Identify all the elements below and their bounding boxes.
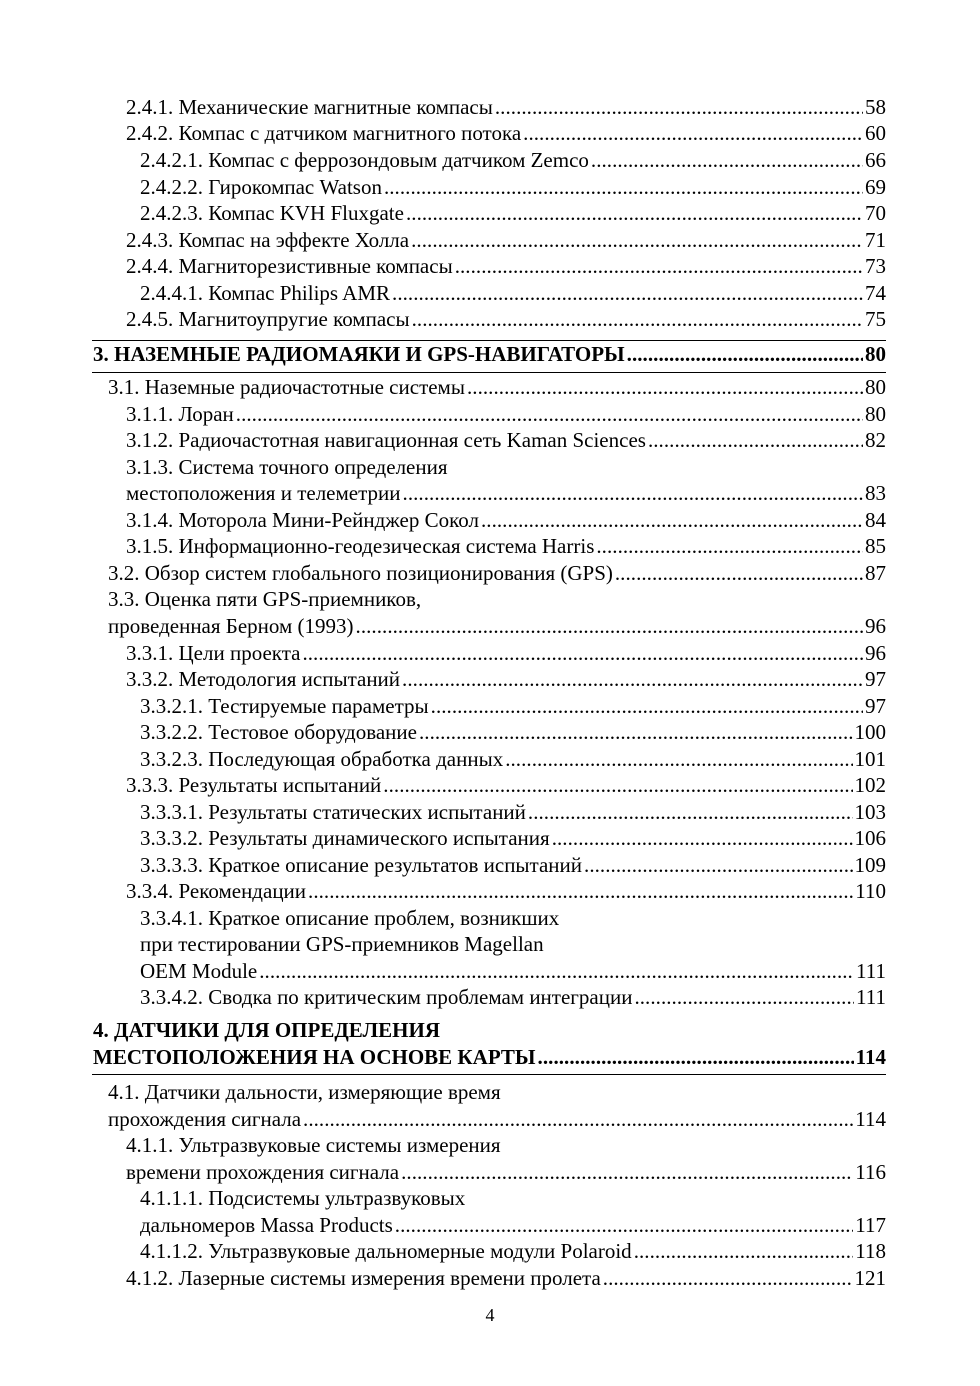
toc-entry-page: 100: [854, 720, 886, 744]
toc-entry-page: 101: [854, 747, 886, 771]
dot-leader: [259, 958, 854, 984]
toc-entry-title: 3.3.3.3. Краткое описание результатов испытаний: [140, 853, 583, 877]
dot-leader: [406, 200, 863, 226]
toc-entry-title: 3.3.1. Цели проекта: [126, 641, 301, 665]
toc-entry-page: 66: [865, 148, 886, 172]
dot-leader: [403, 480, 863, 506]
toc-entry-title: 3.1.1. Лоран: [126, 402, 234, 426]
toc-entry-title: 3.1.2. Радиочастотная навигационная сеть Kaman Sciences: [126, 428, 646, 452]
dot-leader: [302, 640, 863, 666]
dot-leader: [401, 1159, 853, 1185]
toc-entry-page: 121: [854, 1266, 886, 1290]
dot-leader: [236, 401, 863, 427]
toc-entry-page: 80: [865, 375, 886, 399]
toc-entry-title: 2.4.3. Компас на эффекте Холла: [126, 228, 410, 252]
divider-line: [92, 1074, 886, 1075]
toc-entry-page: 111: [856, 985, 886, 1009]
dot-leader: [395, 1212, 853, 1238]
toc-entry-page: 58: [865, 95, 886, 119]
toc-entry-title: 4.1.1.1. Подсистемы ультразвуковых: [140, 1186, 466, 1210]
toc-entry-title: 2.4.2. Компас с датчиком магнитного потока: [126, 121, 522, 145]
toc-entry-page: 117: [855, 1213, 886, 1237]
dot-leader: [495, 94, 863, 120]
dot-leader: [615, 560, 863, 586]
toc-entry-title: 3.3.3. Результаты испытаний: [126, 773, 382, 797]
dot-leader: [392, 280, 863, 306]
dot-leader: [591, 147, 863, 173]
toc-entry-page: 106: [854, 826, 886, 850]
toc-entry-title: местоположения и телеметрии: [126, 481, 401, 505]
toc-entry-page: 74: [865, 281, 886, 305]
dot-leader: [505, 746, 852, 772]
dot-leader: [308, 878, 853, 904]
toc-entry-title: 3.1.4. Моторола Мини-Рейнджер Сокол: [126, 508, 479, 532]
toc-entry-title: 2.4.4.1. Компас Philips AMR: [140, 281, 391, 305]
dot-leader: [419, 719, 853, 745]
dot-leader: [303, 1106, 853, 1132]
toc-entry-page: 96: [865, 641, 886, 665]
dot-leader: [467, 374, 863, 400]
toc-entry-page: 114: [855, 1045, 886, 1069]
dot-leader: [596, 533, 863, 559]
toc-entry-title: 4.1.1. Ультразвуковые системы измерения: [126, 1133, 501, 1157]
toc-entry-page: 80: [865, 402, 886, 426]
toc-entry-title: 2.4.2.3. Компас KVH Fluxgate: [140, 201, 404, 225]
toc-entry-title: 2.4.4. Магниторезистивные компасы: [126, 254, 453, 278]
dot-leader: [455, 253, 863, 279]
dot-leader: [528, 799, 853, 825]
toc-entry-title: 3.3.4.1. Краткое описание проблем, возникших: [140, 906, 560, 930]
dot-leader: [411, 227, 863, 253]
toc-entry-page: 97: [865, 694, 886, 718]
toc-entry-title: 3.3.3.2. Результаты динамического испытания: [140, 826, 550, 850]
toc-entry-title: 4.1. Датчики дальности, измеряющие время: [108, 1080, 501, 1104]
toc-entry-page: 103: [854, 800, 886, 824]
toc-entry-title: 3.3.2. Методология испытаний: [126, 667, 401, 691]
page-number: 4: [485, 1305, 495, 1325]
toc-entry-title: при тестировании GPS-приемников Magellan: [140, 932, 544, 956]
toc-entry-page: 102: [854, 773, 886, 797]
toc-entry-page: 85: [865, 534, 886, 558]
dot-leader: [383, 772, 852, 798]
toc-entry-page: 71: [865, 228, 886, 252]
toc-entry-page: 111: [856, 959, 886, 983]
divider-line: [92, 340, 886, 341]
toc-entry-page: 82: [865, 428, 886, 452]
toc-entry-title: 3. НАЗЕМНЫЕ РАДИОМАЯКИ И GPS-НАВИГАТОРЫ: [93, 342, 625, 366]
toc-entry-page: 84: [865, 508, 886, 532]
divider-line: [92, 372, 886, 373]
toc-entry-title: 3.2. Обзор систем глобального позиционирования (GPS): [108, 561, 613, 585]
dot-leader: [538, 1044, 854, 1070]
toc-entry-title: 3.1.5. Информационно-геодезическая система Harris: [126, 534, 595, 558]
dot-leader: [552, 825, 853, 851]
toc-entry-page: 110: [855, 879, 886, 903]
toc-entry-title: 3.1.3. Система точного определения: [126, 455, 448, 479]
toc-entry-title: 3.3.2.2. Тестовое оборудование: [140, 720, 417, 744]
toc-entry-title: 3.1. Наземные радиочастотные системы: [108, 375, 465, 399]
toc-entry-title: проведенная Берном (1993): [108, 614, 354, 638]
toc-entry-title: 3.3.2.3. Последующая обработка данных: [140, 747, 504, 771]
toc-entry-title: 4.1.2. Лазерные системы измерения времени пролета: [126, 1266, 601, 1290]
toc-entry-title: 3.3. Оценка пяти GPS-приемников,: [108, 587, 422, 611]
toc-entry-page: 80: [865, 342, 886, 366]
toc-entry-title: 2.4.5. Магнитоупругие компасы: [126, 307, 410, 331]
dot-leader: [356, 613, 863, 639]
toc-entry-title: прохождения сигнала: [108, 1107, 302, 1131]
dot-leader: [584, 852, 852, 878]
dot-leader: [523, 120, 863, 146]
dot-leader: [634, 1238, 854, 1264]
toc-entry-page: 109: [854, 853, 886, 877]
dot-leader: [384, 174, 863, 200]
dot-leader: [648, 427, 863, 453]
toc-entry-page: 114: [855, 1107, 886, 1131]
toc-entry-title: 3.3.4. Рекомендации: [126, 879, 307, 903]
toc-entry-title: 4.1.1.2. Ультразвуковые дальномерные модули Polaroid: [140, 1239, 632, 1263]
toc-entry-page: 75: [865, 307, 886, 331]
toc-entry-title: 3.3.3.1. Результаты статических испытаний: [140, 800, 526, 824]
toc-entry-page: 60: [865, 121, 886, 145]
toc-entry-title: 2.4.1. Механические магнитные компасы: [126, 95, 493, 119]
dot-leader: [402, 666, 863, 692]
toc-entry-title: 2.4.2.1. Компас с феррозондовым датчиком Zemco: [140, 148, 589, 172]
toc-entry-page: 69: [865, 175, 886, 199]
toc-entry-page: 73: [865, 254, 886, 278]
toc-entry-title: OEM Module: [140, 959, 258, 983]
toc-entry-page: 97: [865, 667, 886, 691]
toc-entry-title: 4. ДАТЧИКИ ДЛЯ ОПРЕДЕЛЕНИЯ: [93, 1018, 441, 1042]
toc-entry-title: МЕСТОПОЛОЖЕНИЯ НА ОСНОВЕ КАРТЫ: [93, 1045, 536, 1069]
toc-entry-title: 3.3.2.1. Тестируемые параметры: [140, 694, 429, 718]
toc-entry-page: 116: [855, 1160, 886, 1184]
dot-leader: [627, 341, 863, 367]
toc-entry-title: 2.4.2.2. Гирокомпас Watson: [140, 175, 382, 199]
toc-entry-page: 118: [855, 1239, 886, 1263]
toc-entry-title: дальномеров Massa Products: [140, 1213, 393, 1237]
toc-entry-page: 87: [865, 561, 886, 585]
toc-entry-title: 3.3.4.2. Сводка по критическим проблемам интеграции: [140, 985, 633, 1009]
dot-leader: [603, 1265, 853, 1291]
toc-entry-page: 96: [865, 614, 886, 638]
toc-entry-page: 70: [865, 201, 886, 225]
dot-leader: [481, 507, 863, 533]
dot-leader: [412, 306, 863, 332]
toc-entry-page: 83: [865, 481, 886, 505]
dot-leader: [634, 984, 854, 1010]
toc-entry-title: времени прохождения сигнала: [126, 1160, 400, 1184]
dot-leader: [431, 693, 863, 719]
